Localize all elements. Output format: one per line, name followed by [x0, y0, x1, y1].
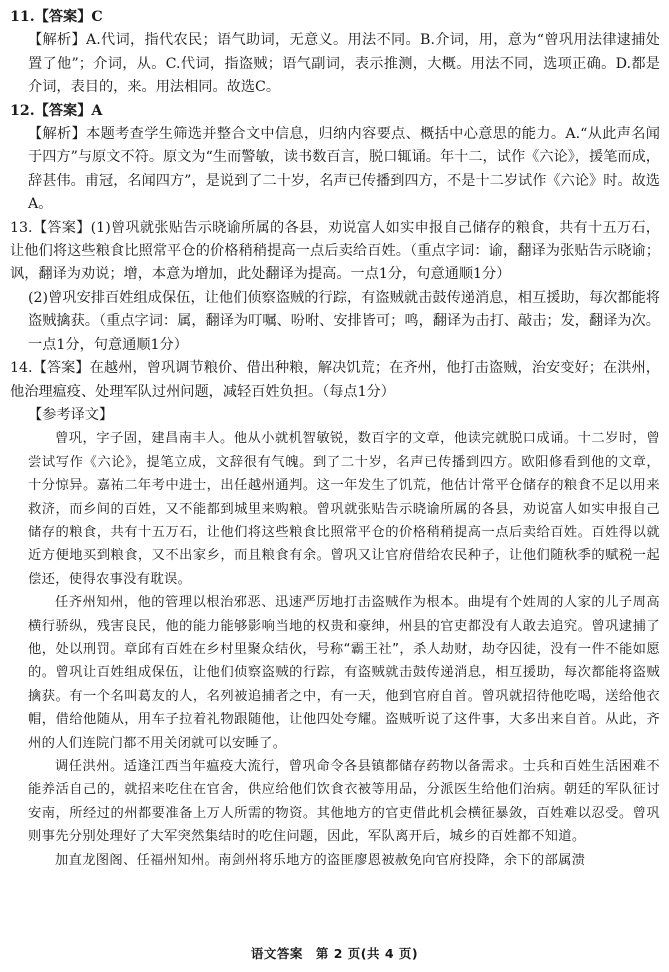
translation-paragraph: 曾巩，字子固，建昌南丰人。他从小就机智敏锐，数百字的文章，他读完就脱口成诵。十二岁时，曾尝试写作《六论》，提笔立成，文辞很有气魄。到了二十岁，名声已传播到四方。欧阳修看到他的文章，十分惊异。嘉祐二年考中进士，出任越州通判。这一年发生了饥荒，他估计常平仓储存的粮食不足以用来救济，而乡间的百姓，又不能都到城里来购粮。曾巩就张贴告示晓谕所属的各县，劝说富人如实申报自己储存的粮食，共有十五万石，让他们将这些粮食比照常平仓的价格稍稍提高一点后卖给百姓。百姓得以就近方便地买到粮食，又不出家乡，而且粮食有余。曾巩又让官府借给农民种子，让他们随秋季的赋税一起偿还，使得农事没有耽误。: [28, 431, 660, 587]
q14-answer: 14.【答案】在越州，曾巩调节粮价、借出种粮，解决饥荒；在齐州，他打击盗贼，治安变好；在洪州，他治理瘟疫、处理军队过州问题，减轻百姓负担。（每点1分）: [10, 360, 660, 400]
q12-analysis: 【解析】本题考查学生筛选并整合文中信息，归纳内容要点、概括中心意思的能力。A.“从此声名闻于四方”与原文不符。原文为“生而警敏，读书数百言，脱口辄诵。年十二，试作《六论》，援笔而成，辞甚伟。甫冠，名闻四方”，是说到了二十岁，名声已传播到四方，不是十二岁试作《六论》时。故选A。: [28, 126, 660, 213]
translation-heading: 【参考译文】: [28, 406, 114, 423]
q12-answer: 12.【答案】A: [10, 102, 103, 119]
question-13: [10, 217, 660, 357]
q13-part1: 13.【答案】(1)曾巩就张贴告示晓谕所属的各县，劝说富人如实申报自己储存的粮食，共有十五万石，让他们将这些粮食比照常平仓的价格稍稍提高一点后卖给百姓。（重点字词：谕，翻译为张贴告示晓谕；讽，翻译为劝说；增，本意为增加，此处翻译为提高。一点1分，句意通顺1分）: [10, 219, 660, 283]
translation-paragraph: 加直龙图阁、任福州知州。南剑州将乐地方的盗匪廖恩被赦免向官府投降，余下的部属溃: [55, 852, 586, 868]
translation-paragraph: 调任洪州。适逢江西当年瘟疫大流行，曾巩命令各县镇都储存药物以备需求。士兵和百姓生活困难不能养活自己的，就招来吃住在官舍，供应给他们饮食衣被等用品，分派医生给他们治病。朝廷的军队征讨安南，所经过的州都要准备上万人所需的物资。其他地方的官吏借此机会横征暴敛，百姓难以忍受。曾巩则事先分别处理好了大军突然集结时的吃住问题，因此，军队离开后，城乡的百姓都不知道。: [28, 759, 660, 845]
q11-analysis: 【解析】A.代词，指代农民；语气助词，无意义。用法不同。B.介词，用，意为“曾巩用法律逮捕处置了他”；介词，从。C.代词，指盗贼；语气副词，表示推测，大概。用法不同，选项正确。D.都是介词，表目的，来。用法相同。故选C。: [28, 32, 660, 96]
page-footer: 语文答案 第 2 页(共 4 页): [250, 946, 419, 961]
question-11: [10, 6, 660, 100]
q13-part2: (2)曾巩安排百姓组成保伍，让他们侦察盗贼的行踪，有盗贼就击鼓传递消息，相互援助，每次都能将盗贼擒获。（重点字词：属，翻译为叮嘱、吩咐、安排皆可；鸣，翻译为击打、敲击；发，翻译为次。一点1分，句意通顺1分）: [28, 289, 660, 353]
q11-answer: 11.【答案】C: [10, 9, 103, 25]
answer-content: [10, 6, 660, 872]
question-14: [10, 357, 660, 404]
reference-translation: [10, 404, 660, 872]
question-12: [10, 100, 660, 217]
translation-paragraph: 任齐州知州，他的管理以根治邪恶、迅速严厉地打击盗贼作为根本。曲堤有个姓周的人家的儿子周高横行骄纵，残害良民，他的能力能够影响当地的权贵和豪绅，州县的官吏都没有人敢去追究。曾巩逮捕了他，处以刑罚。章邱有百姓在乡村里聚众结伙，号称“霸王社”，杀人劫财，劫夺囚徒，没有一件不能如愿的。曾巩让百姓组成保伍，让他们侦察盗贼的行踪，有盗贼就击鼓传递消息，相互援助，每次都能将盗贼擒获。有一个名叫葛友的人，名列被追捕者之中，有一天，他到官府自首。曾巩就招待他吃喝，送给他衣帽，借给他随从，用车子拉着礼物跟随他，让他四处夸耀。盗贼听说了这件事，大多出来自首。从此，齐州的人们连院门都不用关闭就可以安睡了。: [28, 595, 660, 751]
